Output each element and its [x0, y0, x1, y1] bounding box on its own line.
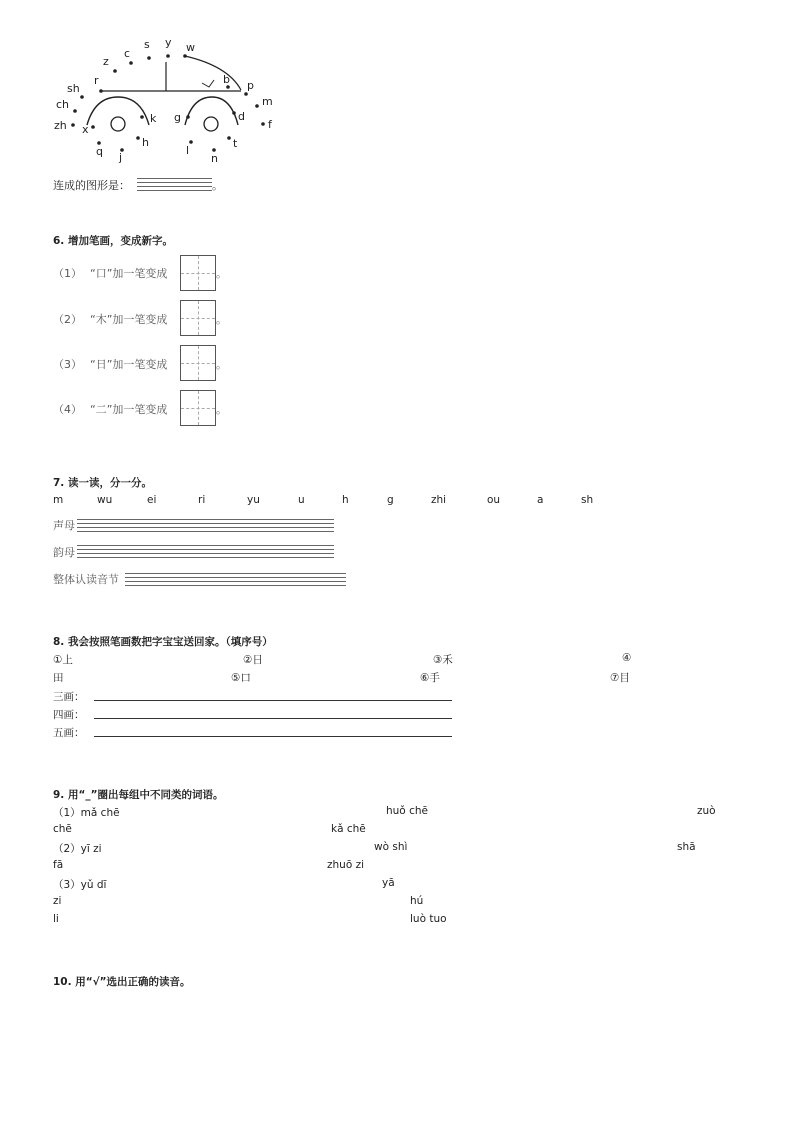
q6-item-2-end: 。	[216, 313, 227, 326]
dot-k	[140, 115, 144, 119]
q7-title: 7. 读一读，分一分。	[53, 477, 152, 489]
q7-row-whole-label: 整体认读音节	[53, 573, 119, 586]
diagram-right-eye	[204, 117, 218, 131]
q7-syllable: g	[387, 494, 394, 506]
diagram-right-arc-tick	[202, 80, 214, 87]
letter-g: g	[174, 111, 181, 124]
dot-y	[166, 54, 170, 58]
q6-item-2-writing-box[interactable]	[180, 300, 216, 336]
q8-row-three-label: 三画：	[53, 691, 85, 703]
letter-h: h	[142, 136, 149, 149]
dot-d	[232, 111, 236, 115]
letter-j: j	[119, 151, 123, 164]
q6-item-1-num: （1）	[53, 267, 82, 280]
q9-word: li	[53, 913, 59, 925]
q7-syllable: wu	[97, 494, 113, 506]
q6-item-2-num: （2）	[53, 313, 82, 326]
dot-m	[255, 104, 259, 108]
q7-syllable: yu	[247, 494, 260, 506]
q9-word: zuò	[697, 805, 716, 817]
letter-q: q	[96, 145, 103, 158]
dot-w	[183, 54, 187, 58]
q9-title: 9. 用“_”圈出每组中不同类的词语。	[53, 789, 224, 801]
q9-word: wò shì	[374, 841, 408, 853]
q6-title: 6. 增加笔画，变成新字。	[53, 235, 173, 247]
letter-n: n	[211, 152, 218, 165]
letter-p: p	[247, 79, 254, 92]
q5-answer-lines[interactable]	[137, 178, 212, 194]
letter-ch: ch	[56, 98, 70, 111]
q8-char: ⑤口	[231, 672, 251, 684]
dot-s	[147, 56, 151, 60]
q9-word: huǒ chē	[386, 805, 428, 817]
q6-item-1-text: “口”加一笔变成	[90, 267, 168, 280]
q6-item-4-num: （4）	[53, 403, 82, 416]
q8-row-four-label: 四画：	[53, 709, 85, 721]
q7-row-finals-label: 韵母	[53, 546, 75, 559]
letter-zh: zh	[54, 119, 67, 132]
dot-sh	[80, 95, 84, 99]
dot-t	[227, 136, 231, 140]
q6-item-4-text: “二”加一笔变成	[90, 403, 168, 416]
q8-char: 田	[53, 672, 64, 684]
dot-p	[244, 92, 248, 96]
dot-r	[99, 89, 103, 93]
diagram-right-arc	[185, 56, 241, 90]
q9-word: zi	[53, 895, 62, 907]
q8-char: ⑥手	[420, 672, 440, 684]
q7-syllable: h	[342, 494, 349, 506]
q7-syllable: sh	[581, 494, 594, 506]
q9-word: （1）mǎ chē	[53, 807, 120, 819]
q7-syllable: ri	[198, 494, 206, 506]
dot-c	[129, 61, 133, 65]
letter-k: k	[150, 112, 157, 125]
q9-word: hú	[410, 895, 424, 907]
letter-l: l	[186, 144, 190, 157]
q6-item-1-end: 。	[216, 267, 227, 280]
dot-g	[186, 115, 190, 119]
letter-s: s	[144, 38, 150, 51]
q7-row-initials-lines[interactable]	[77, 519, 334, 535]
q9-word: （2）yī zi	[53, 843, 102, 855]
dot-h	[136, 136, 140, 140]
q9-word: yā	[382, 877, 395, 889]
diagram-right-eye-arc	[185, 97, 238, 125]
diagram-left-eye-arc	[87, 97, 149, 125]
q9-word: chē	[53, 823, 72, 835]
q8-char: ⑦目	[610, 672, 630, 684]
dot-l	[189, 140, 193, 144]
dot-z	[113, 69, 117, 73]
q9-word: （3）yǔ dī	[53, 879, 107, 891]
q8-title: 8. 我会按照笔画数把字宝宝送回家。（填序号）	[53, 636, 273, 648]
letter-r: r	[94, 74, 99, 87]
q7-syllable: m	[53, 494, 64, 506]
q6-item-3-num: （3）	[53, 358, 82, 371]
q6-item-1-writing-box[interactable]	[180, 255, 216, 291]
q8-row-five-line[interactable]	[94, 736, 452, 737]
connect-dots-diagram	[0, 0, 300, 175]
letter-t: t	[233, 137, 238, 150]
dot-x	[91, 125, 95, 129]
letter-z: z	[103, 55, 109, 68]
letter-y: y	[165, 36, 172, 49]
q8-char: ④	[622, 652, 632, 664]
letter-c: c	[124, 47, 131, 60]
q8-row-five-label: 五画：	[53, 727, 85, 739]
dot-zh	[71, 123, 75, 127]
q6-item-4-writing-box[interactable]	[180, 390, 216, 426]
q8-row-three-line[interactable]	[94, 700, 452, 701]
q7-row-whole-lines[interactable]	[125, 573, 346, 589]
q6-item-3-writing-box[interactable]	[180, 345, 216, 381]
q7-syllable: zhi	[431, 494, 447, 506]
letter-f: f	[268, 118, 272, 131]
q8-char: ①上	[53, 654, 73, 666]
letter-x: x	[82, 123, 89, 136]
q7-syllable: ou	[487, 494, 501, 506]
q6-item-2-text: “木”加一笔变成	[90, 313, 168, 326]
q8-char: ③禾	[433, 654, 453, 666]
q6-item-4-end: 。	[216, 403, 227, 416]
q6-item-3-end: 。	[216, 358, 227, 371]
q9-word: shā	[677, 841, 696, 853]
q9-word: kǎ chē	[331, 823, 366, 835]
q9-word: fā	[53, 859, 64, 871]
q7-syllable: a	[537, 494, 544, 506]
q7-syllable: ei	[147, 494, 157, 506]
q5-label: 连成的图形是：	[53, 179, 130, 192]
q7-row-finals-lines[interactable]	[77, 545, 334, 561]
diagram-left-eye	[111, 117, 125, 131]
q9-word: luò tuo	[410, 913, 447, 925]
letter-sh: sh	[67, 82, 80, 95]
dot-f	[261, 122, 265, 126]
q6-item-3-text: “日”加一笔变成	[90, 358, 168, 371]
letter-d: d	[238, 110, 245, 123]
letter-m: m	[262, 95, 273, 108]
q10-title: 10. 用“√”选出正确的读音。	[53, 976, 191, 988]
q9-word: zhuō zi	[327, 859, 365, 871]
letter-b: b	[223, 73, 230, 86]
q8-char: ②日	[243, 654, 263, 666]
q5-end: 。	[212, 179, 223, 192]
q7-syllable: u	[298, 494, 305, 506]
dot-ch	[73, 109, 77, 113]
q7-row-initials-label: 声母	[53, 519, 75, 532]
q8-row-four-line[interactable]	[94, 718, 452, 719]
letter-w: w	[186, 41, 195, 54]
